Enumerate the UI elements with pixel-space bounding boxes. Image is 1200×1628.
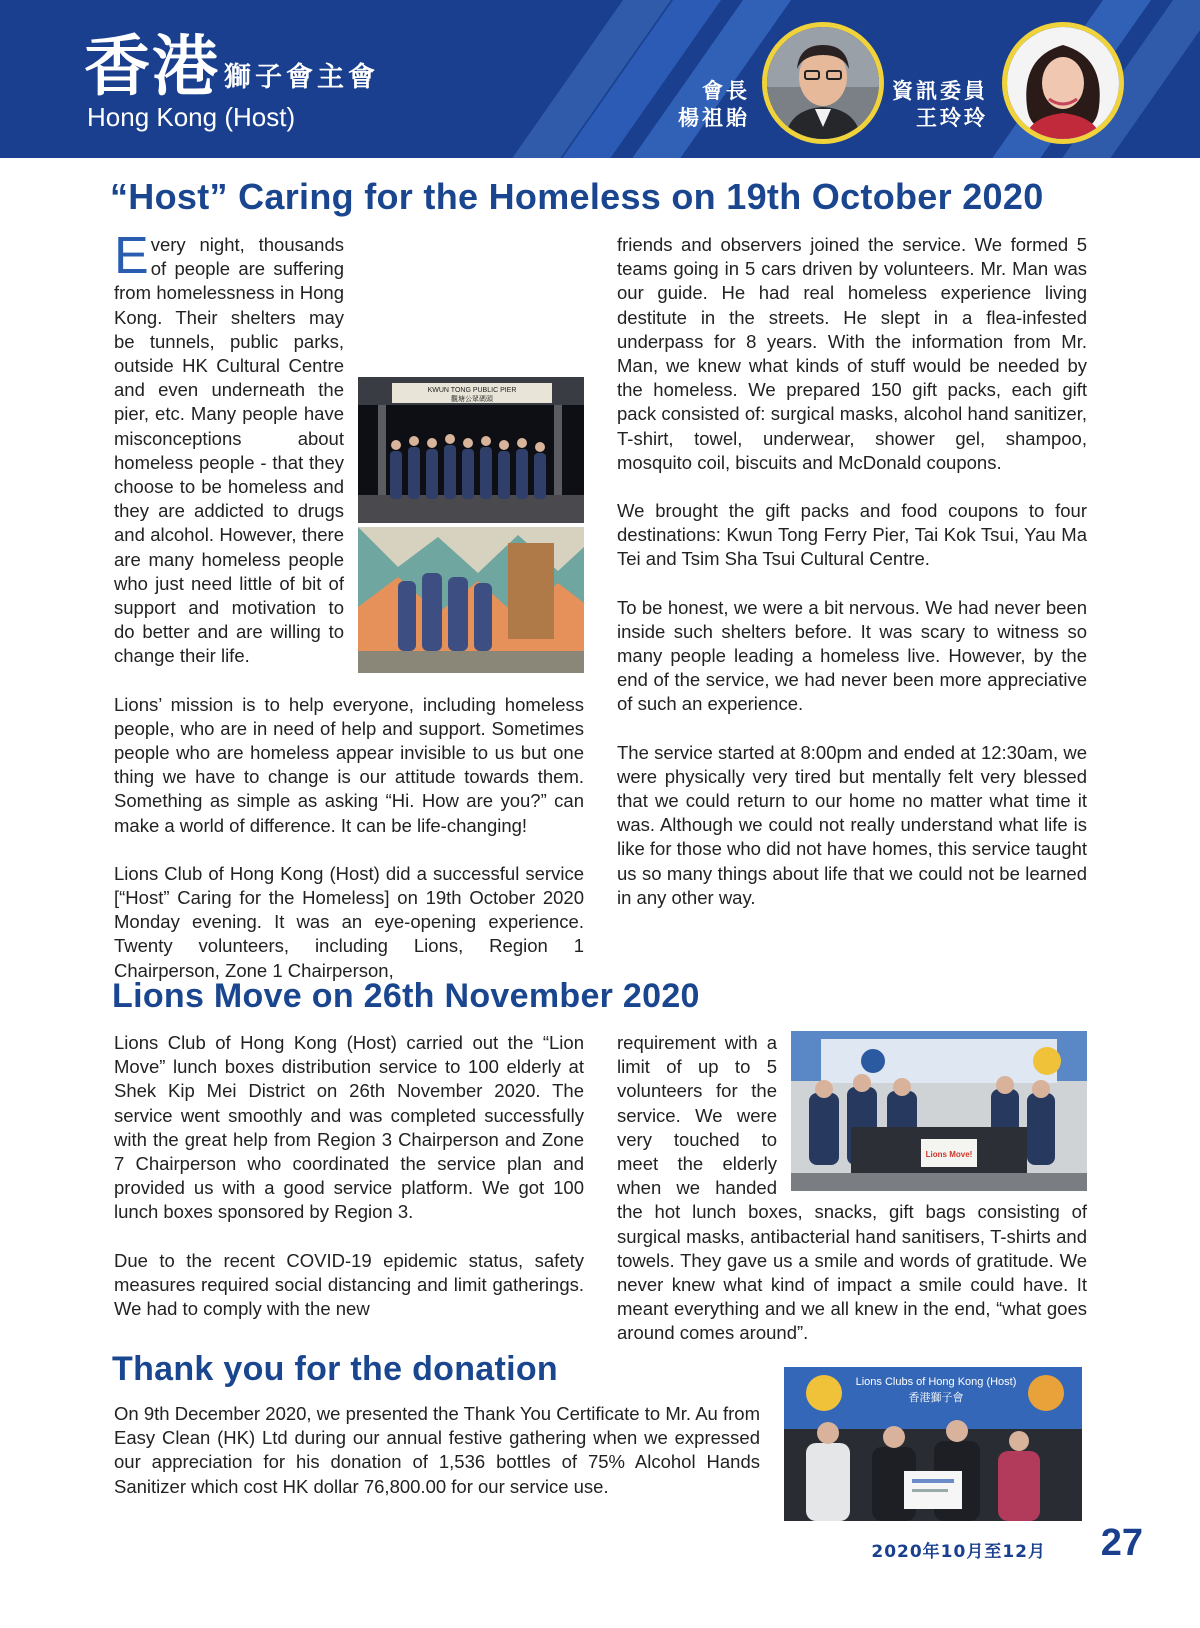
article2-paragraph: Due to the recent COVID-19 epidemic status, safety measures required social distancing and limit gatherings. We had to comply with the new: [114, 1249, 584, 1320]
donation-banner-en: Lions Clubs of Hong Kong (Host): [855, 1376, 1017, 1388]
article1-paragraph: [114, 227, 584, 669]
article1-left-column: [114, 227, 584, 1007]
donation-banner-zh: 香港獅子會: [908, 1391, 964, 1404]
article1-right-column: [617, 233, 1087, 934]
article2-right-column: [617, 1031, 1087, 1370]
page-header: [0, 0, 1200, 158]
article1-p1-text: very night, thousands of people are suffering from homelessness in Hong Kong. Their shelters may be tunnels, public parks, outside HK Cultural Centre and even underneath the pier, etc. Many people have misconceptions about homeless people - that they choose to be homeless and they are addicted to drugs and alcohol. However, there are many homeless people who just need little of bit of support and motivation to do better and are willing to change their life.: [114, 234, 344, 667]
dropcap: E: [114, 227, 149, 285]
club-title-zh-big: 香港: [84, 28, 220, 105]
donation-photo-wrap: [784, 1367, 1082, 1521]
article2-paragraph: Lions Club of Hong Kong (Host) carried out the “Lion Move” lunch boxes distribution service to 100 elderly at Shek Kip Mei District on 26th November 2020. The service went smoothly and was completed successfully with the great help from Region 3 Chairperson and Zone 7 Chairperson who coordinated the service plan and provided us with a good service platform. We got 100 lunch boxes sponsored by Region 3.: [114, 1032, 584, 1223]
article1-paragraph: The service started at 8:00pm and ended at 12:30am, we were physically very tired but mentally felt very blessed that we could return to our home no matter what time it was. Although we could not really understand what life is like for those who did not have homes, this service taught us so many things about life that we could not be learned in any other way.: [617, 741, 1087, 908]
article2-left-column: [114, 1031, 584, 1345]
article2-paragraph: [617, 1031, 1087, 1346]
info-committee-photo: [1007, 27, 1119, 139]
article3-title: Thank you for the donation: [112, 1350, 558, 1388]
article1-paragraph: To be honest, we were a bit nervous. We had never been inside such shelters before. It was scary to witness so many people leading a homeless live. However, by the end of the service, we had never been more appreciative of such an experience.: [617, 596, 1087, 715]
club-title-en: Hong Kong (Host): [87, 102, 296, 132]
donation-photo: [784, 1367, 1082, 1521]
info-committee-role: 資訊委員: [892, 79, 988, 103]
lions-move-banner-text: Lions Move!: [925, 1150, 973, 1159]
article2-title: Lions Move on 26th November 2020: [112, 977, 700, 1015]
article1-paragraph: Lions Club of Hong Kong (Host) did a successful service [“Host” Caring for the Homeless] on 19th October 2020 Monday evening. It was an eye-opening experience. Twenty volunteers, including Lions, Region 1 Chairperson, Zone 1 Chairperson,: [114, 862, 584, 981]
pier-sign-en: KWUN TONG PUBLIC PIER: [427, 387, 517, 394]
pier-group-photo: [358, 377, 584, 673]
article1-paragraph: Lions’ mission is to help everyone, including homeless people, who are in need of help and support. Sometimes people who are homeless appear invisible to us but one thing we have to change is our attitude towards them. Something as simple as asking “Hi. How are you?” can make a world of difference. It can be life-changing!: [114, 693, 584, 836]
lions-move-photo-wrap: [791, 1031, 1087, 1191]
pier-sign-zh: 觀塘公眾碼頭: [451, 395, 493, 403]
club-title-zh: [84, 28, 379, 105]
article1-paragraph: friends and observers joined the service. We formed 5 teams going in 5 cars driven by volunteers. Mr. Man was our guide. He had real homeless experience living destitute in the streets. He slept in a flea-infested underpass for 8 years. With the information from Mr. Man, we knew what kinds of stuff would be needed by the homeless. We prepared 150 gift packs, each gift pack consisted of: surgical masks, alcohol hand sanitizer, T-shirt, towel, underwear, shower gel, shampoo, mosquito coil, biscuits and McDonald coupons.: [617, 234, 1087, 473]
lions-move-photo: [791, 1031, 1087, 1191]
article1-paragraph: We brought the gift packs and food coupons to four destinations: Kwun Tong Ferry Pier, Tai Kok Tsui, Yau Ma Tei and Tsim Sha Tsui Cultural Centre.: [617, 500, 1087, 570]
article3-paragraph: On 9th December 2020, we presented the Thank You Certificate to Mr. Au from Easy Clean (HK) Ltd during our annual festive gathering when we expressed our appreciation for his donation of 1,536 bottles of 75% Alcohol Hands Sanitizer which cost HK dollar 76,800.00 for our service use.: [114, 1403, 760, 1497]
article1-photos: [358, 377, 584, 673]
article1-title: “Host” Caring for the Homeless on 19th October 2020: [110, 176, 1044, 217]
article3-text: [114, 1402, 760, 1523]
president-name: 楊祖貽: [678, 106, 750, 130]
page-number: 27: [1100, 1522, 1143, 1564]
article2-p3-text: requirement with a limit of up to 5 volunteers for the service. We were very touched to meet the elderly when we handed the hot lunch boxes, snacks, gift bags consisting of surgical masks, antibacterial hand sanitisers, T-shirts and towels. They gave us a smile and words of gratitude. We never knew what kind of impact a smile could have. It meant everything and we all knew in the end, “what goes around comes around”.: [617, 1032, 1087, 1344]
president-label: [650, 78, 750, 132]
info-committee-label: [860, 78, 988, 132]
club-title-zh-small: 獅子會主會: [224, 62, 379, 93]
president-role: 會長: [702, 79, 750, 103]
issue-date: 2020年10月至12月: [871, 1542, 1046, 1562]
info-committee-name: 王玲玲: [916, 106, 988, 130]
info-committee-portrait: [1002, 22, 1124, 144]
